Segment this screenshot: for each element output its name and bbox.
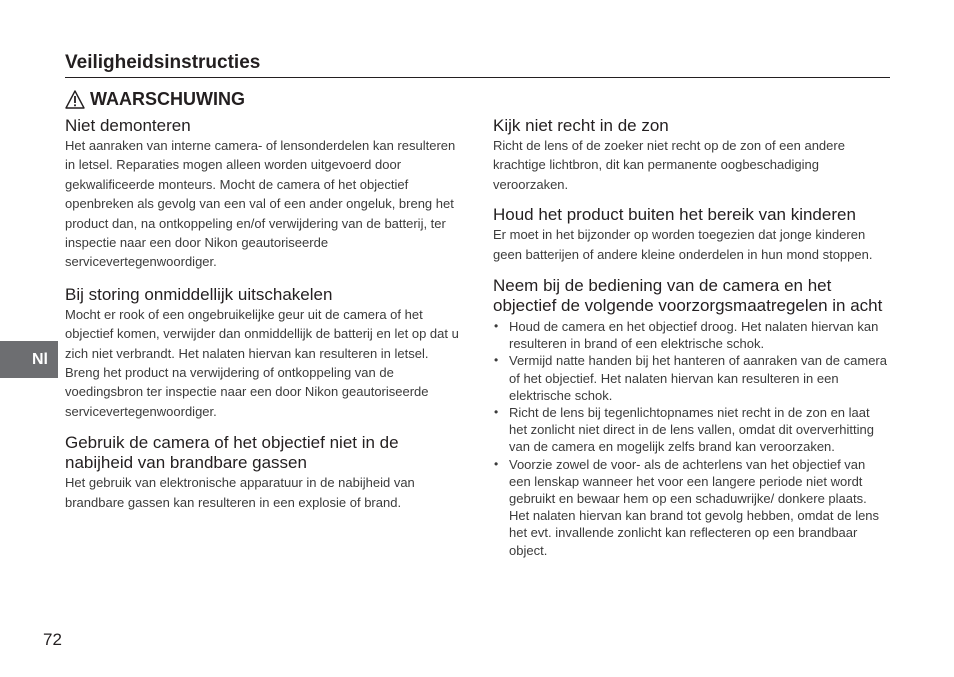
page-number: 72 (43, 630, 62, 649)
warning-heading (65, 87, 245, 111)
section-malfunction (65, 285, 462, 421)
section-children (493, 205, 890, 264)
section-heading: Niet demonteren (65, 116, 191, 135)
section-body-2: Breng het product na verwijdering of ontkoppeling van de voedingsbron ter inspectie naar een door Nikon geautoriseerde servicevertegenwoordiger. (65, 365, 429, 419)
section-heading: Houd het product buiten het bereik van kinderen (493, 205, 856, 225)
section-heading: Bij storing onmiddellijk uitschakelen (65, 284, 333, 304)
section-flammable-gas (65, 433, 462, 512)
warning-triangle-icon (65, 90, 85, 109)
page-title: Veiligheidsinstructies (65, 52, 261, 73)
list-item: • Voorzie zowel de voor- als de achterlens van het objectief van een lenskap wanneer het voor een langere periode niet wordt gebruikt en bewaar hem op een schaduwrijke/ donkere plaats. Het nalaten hiervan kan brand tot gevolg hebben, omdat de lens het evt. invallende zonlicht kan reflecteren op een brandbaar object. (494, 456, 880, 558)
list-item: • Richt de lens bij tegenlichtopnames niet recht in de zon en laat het zonlicht niet direct in de lens vallen, omdat dit oververhitting van de camera en mogelijk zelfs brand kan veroorzaken. (494, 405, 874, 455)
section-sun (493, 116, 890, 194)
section-body: Het aanraken van interne camera- of lensonderdelen kan resulteren in letsel. Reparaties mogen alleen worden uitgevoerd door gekwalificeerde monteurs. Mocht de camera of het objectief openbreken als gevolg van een val of een ander ongeluk, breng het product dan, na ontkoppeling en/of verwijdering van de batterij, ter inspectie naar een door Nikon geautoriseerde servicevertegenwoordiger. (65, 138, 456, 270)
title-divider (65, 77, 890, 78)
section-heading: Gebruik de camera of het objectief niet in de nabijheid van brandbare gassen (65, 433, 399, 473)
section-precautions (493, 276, 890, 559)
section-body: Mocht er rook of een ongebruikelijke geur uit de camera of het objectief komen, verwijder dan onmiddellijk de batterij en let op dat u zich niet verbrandt. Het nalaten hiervan kan resulteren in letsel. (65, 306, 459, 361)
language-tab-label: Nl (32, 350, 48, 368)
list-item: • Vermijd natte handen bij het hanteren of aanraken van de camera of het objectief. Het nalaten hiervan kan resulteren in een elektrische schok. (494, 353, 887, 403)
right-column (493, 116, 890, 559)
section-body: Richt de lens of de zoeker niet recht op de zon of een andere krachtige lichtbron, dit kan permanente oogbeschadiging veroorzaken. (493, 138, 845, 192)
section-heading: Neem bij de bediening van de camera en het objectief de volgende voorzorgsmaatregelen in acht (493, 276, 883, 316)
section-disassembly (65, 116, 462, 272)
left-column (65, 116, 462, 512)
warning-label: WAARSCHUWING (90, 89, 245, 109)
list-item: • Houd de camera en het objectief droog. Het nalaten hiervan kan resulteren in brand of een elektrische schok. (494, 319, 879, 352)
section-body: Het gebruik van elektronische apparatuur in de nabijheid van brandbare gassen kan resulteren in een explosie of brand. (65, 475, 415, 510)
language-tab (0, 341, 58, 378)
precautions-list (493, 318, 890, 559)
section-body: Er moet in het bijzonder op worden toegezien dat jonge kinderen geen batterijen of andere kleine onderdelen in hun mond stoppen. (493, 227, 873, 262)
section-heading: Kijk niet recht in de zon (493, 116, 669, 135)
